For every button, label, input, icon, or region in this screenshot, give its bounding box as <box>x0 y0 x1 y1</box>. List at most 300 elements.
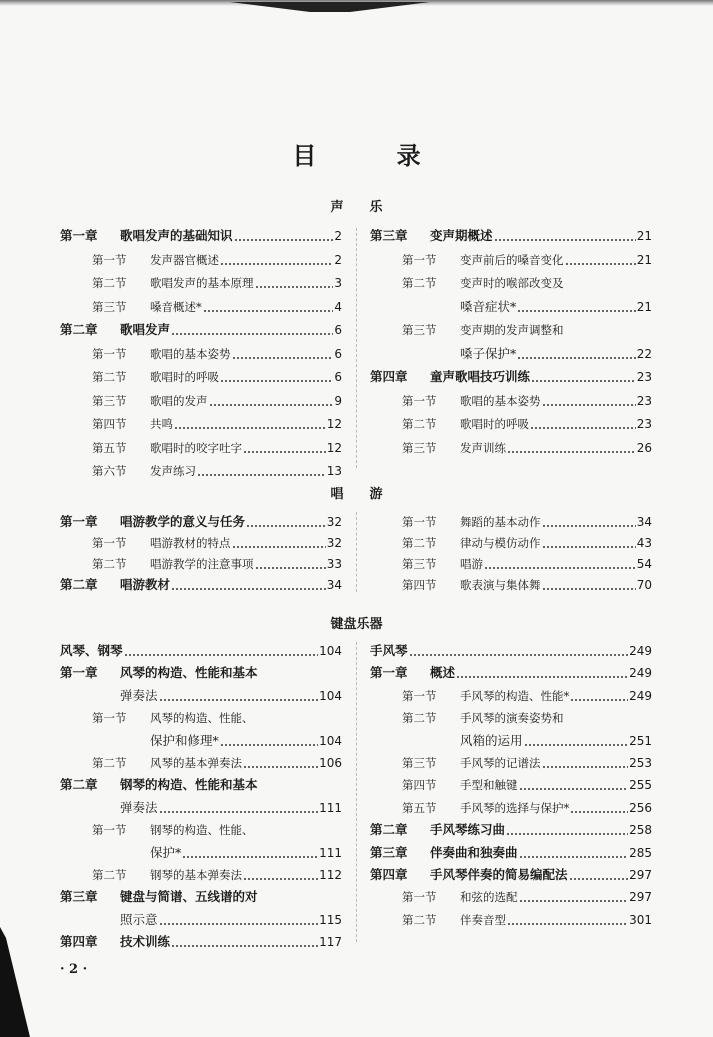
toc-entry[interactable] <box>60 686 342 706</box>
entry-title: 技术训练 <box>120 934 171 950</box>
entry-title: 歌表演与集体舞 <box>460 578 541 592</box>
toc-entry[interactable] <box>60 932 342 952</box>
entry-page: 34 <box>326 578 342 592</box>
toc-entry[interactable] <box>370 798 652 818</box>
dot-leader <box>570 798 628 818</box>
toc-entry[interactable] <box>60 273 342 293</box>
entry-number: 第一章 <box>60 665 98 681</box>
entry-page: 256 <box>629 800 652 815</box>
entry-page: 251 <box>629 733 652 748</box>
entry-title: 唱游教材的特点 <box>150 536 231 550</box>
entry-page: 285 <box>629 845 652 860</box>
entry-page: 23 <box>636 417 652 431</box>
entry-page: 104 <box>319 688 342 703</box>
entry-number: 第二章 <box>60 577 98 592</box>
dot-leader <box>124 641 319 661</box>
column-divider <box>356 228 357 468</box>
dot-leader <box>171 320 333 340</box>
entry-title: 手型和触键 <box>460 778 518 793</box>
dot-leader <box>174 414 326 434</box>
entry-body <box>150 708 342 728</box>
toc-entry[interactable] <box>60 344 342 364</box>
entry-number: 第三节 <box>402 557 437 571</box>
entry-page: 258 <box>629 823 652 838</box>
dot-leader <box>243 438 326 458</box>
entry-page: 12 <box>326 440 342 455</box>
entry-body <box>150 250 342 270</box>
toc-entry[interactable] <box>370 250 652 270</box>
toc-entry[interactable] <box>60 320 342 340</box>
toc-entry[interactable] <box>60 865 342 885</box>
dot-leader <box>506 820 628 840</box>
entry-title: 手风琴练习曲 <box>430 822 506 838</box>
entry-body <box>430 865 652 885</box>
toc-entry[interactable] <box>370 753 652 773</box>
entry-body <box>150 843 342 863</box>
entry-number: 第三章 <box>370 844 408 860</box>
dot-leader <box>524 731 629 751</box>
entry-title: 手风琴的记谱法 <box>460 756 541 770</box>
entry-page: 32 <box>326 536 342 550</box>
dot-leader <box>243 753 318 773</box>
entry-title: 歌唱发声 <box>120 322 171 337</box>
entry-body <box>370 641 652 661</box>
entry-page: 21 <box>636 299 652 314</box>
entry-number: 第三节 <box>92 393 127 408</box>
toc-entry[interactable] <box>370 391 652 411</box>
toc-entry[interactable] <box>370 554 652 574</box>
entry-title: 共鸣 <box>150 417 173 431</box>
entry-body <box>430 663 652 683</box>
entry-title: 和弦的选配 <box>460 890 518 905</box>
entry-title: 歌唱发声的基础知识 <box>120 228 233 243</box>
entry-title: 唱游教学的注意事项 <box>150 557 254 571</box>
entry-body <box>460 731 652 751</box>
entry-body <box>150 554 342 574</box>
dot-leader <box>484 554 636 574</box>
entry-page: 70 <box>636 578 652 592</box>
entry-page: 33 <box>326 557 342 571</box>
dot-leader <box>530 414 636 434</box>
entry-page: 2 <box>334 252 342 267</box>
entry-title: 风箱的运用 <box>460 732 523 748</box>
entry-title: 歌唱的发声 <box>150 393 208 408</box>
toc-entry[interactable] <box>60 910 342 930</box>
entry-page: 13 <box>326 464 342 478</box>
dot-leader <box>232 533 326 553</box>
dot-leader <box>171 575 326 595</box>
entry-title: 概述 <box>430 665 456 681</box>
entry-body <box>120 320 342 340</box>
toc-entry[interactable] <box>60 843 342 863</box>
entry-title: 歌唱的基本姿势 <box>150 346 231 361</box>
entry-title: 发声练习 <box>150 464 196 478</box>
entry-title: 发声训练 <box>460 440 506 455</box>
entry-body <box>460 344 652 364</box>
dot-leader <box>246 512 326 532</box>
entry-page: 21 <box>636 252 652 267</box>
entry-number: 第一章 <box>60 228 98 243</box>
entry-number: 第二节 <box>402 276 437 290</box>
entry-body <box>120 512 342 532</box>
scan-mark <box>230 2 430 12</box>
entry-number: 第一节 <box>92 346 127 361</box>
toc-entry[interactable] <box>60 641 342 661</box>
entry-page: 43 <box>636 536 652 550</box>
dot-leader <box>507 438 636 458</box>
dot-leader <box>234 226 334 246</box>
entry-number: 第四章 <box>60 934 98 950</box>
toc-entry[interactable] <box>60 533 342 553</box>
toc-entry[interactable] <box>370 297 652 317</box>
entry-body <box>460 798 652 818</box>
toc-entry[interactable] <box>370 533 652 553</box>
entry-body <box>120 575 342 595</box>
toc-entry[interactable] <box>370 414 652 434</box>
entry-title: 风琴的基本弹奏法 <box>150 756 242 770</box>
entry-page: 249 <box>629 666 652 681</box>
entry-page: 23 <box>636 370 652 384</box>
entry-body <box>150 461 342 481</box>
section-heading-keyboard: 键盘乐器 <box>330 617 383 632</box>
entry-body <box>150 820 342 840</box>
entry-number: 第四节 <box>402 778 437 793</box>
entry-body <box>150 273 342 293</box>
entry-title: 手风琴的选择与保护* <box>460 800 570 815</box>
entry-title: 键盘与简谱、五线谱的对 <box>120 889 258 905</box>
entry-page: 104 <box>319 644 342 658</box>
entry-body <box>460 910 652 930</box>
toc-entry[interactable] <box>370 344 652 364</box>
entry-number: 第一节 <box>402 515 437 529</box>
entry-title: 弹奏法 <box>120 799 158 815</box>
entry-body <box>460 775 652 795</box>
entry-page: 297 <box>629 868 652 882</box>
entry-body <box>120 226 342 246</box>
entry-page: 249 <box>629 688 652 703</box>
toc-entry[interactable] <box>370 575 652 595</box>
scan-corner-shadow <box>0 927 30 1037</box>
toc-entry[interactable] <box>370 438 652 458</box>
toc-entry[interactable] <box>370 820 652 840</box>
toc-entry[interactable] <box>370 865 652 885</box>
entry-body <box>460 320 652 340</box>
dot-leader <box>220 250 333 270</box>
entry-page: 6 <box>334 323 342 337</box>
entry-title: 风琴的构造、性能和基本 <box>120 665 258 681</box>
entry-page: 104 <box>319 733 342 748</box>
entry-body <box>460 250 652 270</box>
entry-title: 钢琴的构造、性能、 <box>150 823 254 838</box>
entry-number: 第三节 <box>92 299 127 314</box>
entry-title: 律动与模仿动作 <box>460 536 541 550</box>
toc-entry[interactable] <box>60 753 342 773</box>
dot-leader <box>456 663 628 683</box>
column-divider <box>356 642 357 942</box>
entry-number: 第二章 <box>370 822 408 838</box>
entry-number: 第二节 <box>92 868 127 882</box>
toc-entry[interactable] <box>370 686 652 706</box>
entry-page: 21 <box>636 229 652 243</box>
entry-number: 第三章 <box>370 228 408 243</box>
toc-entry[interactable] <box>60 708 342 728</box>
dot-leader <box>569 865 629 885</box>
toc-entry[interactable] <box>60 775 342 795</box>
toc-entry[interactable] <box>60 820 342 840</box>
dot-leader <box>159 798 319 818</box>
entry-number: 第二节 <box>402 417 437 431</box>
entry-number: 第一节 <box>402 688 437 703</box>
toc-entry[interactable] <box>60 575 342 595</box>
entry-number: 第二节 <box>92 557 127 571</box>
entry-page: 34 <box>636 515 652 529</box>
entry-body <box>120 932 342 952</box>
entry-number: 第一章 <box>60 514 98 529</box>
toc-entry[interactable] <box>60 798 342 818</box>
dot-leader <box>542 391 636 411</box>
entry-title: 嗓音概述* <box>150 299 202 314</box>
toc-entry[interactable] <box>370 320 652 340</box>
entry-number: 第一节 <box>92 711 127 726</box>
entry-body <box>150 533 342 553</box>
entry-body <box>460 438 652 458</box>
toc-entry[interactable] <box>60 731 342 751</box>
entry-page: 111 <box>319 845 342 860</box>
entry-number: 第六节 <box>92 464 127 478</box>
entry-body <box>460 533 652 553</box>
entry-page: 6 <box>334 370 342 384</box>
entry-title: 风琴的构造、性能、 <box>150 711 254 726</box>
entry-page: 117 <box>319 935 342 950</box>
entry-page: 12 <box>326 417 342 431</box>
entry-body <box>460 512 652 532</box>
entry-page: 6 <box>334 346 342 361</box>
entry-body <box>150 391 342 411</box>
entry-body <box>150 344 342 364</box>
entry-page: 2 <box>334 229 342 243</box>
toc-entry[interactable] <box>60 226 342 246</box>
dot-leader <box>182 843 318 863</box>
dot-leader <box>542 512 636 532</box>
dot-leader <box>519 775 629 795</box>
entry-title: 歌唱时的咬字吐字 <box>150 440 242 455</box>
toc-entry[interactable] <box>370 512 652 532</box>
entry-body <box>460 414 652 434</box>
toc-entry[interactable] <box>370 367 652 387</box>
toc-entry[interactable] <box>60 367 342 387</box>
toc-entry[interactable] <box>370 273 652 293</box>
dot-leader <box>519 843 629 863</box>
entry-page: 255 <box>629 778 652 793</box>
entry-title: 伴奏音型 <box>460 912 506 927</box>
entry-title: 照示意 <box>120 911 158 927</box>
entry-title: 歌唱的基本姿势 <box>460 393 541 408</box>
entry-title: 唱游 <box>460 557 483 571</box>
entry-body <box>460 273 652 293</box>
entry-number: 第一节 <box>402 393 437 408</box>
toc-entry[interactable] <box>60 297 342 317</box>
entry-page: 23 <box>636 393 652 408</box>
page-title: 目 录 <box>292 141 457 170</box>
dot-leader <box>517 344 635 364</box>
entry-title: 弹奏法 <box>120 687 158 703</box>
dot-leader <box>517 297 635 317</box>
dot-leader <box>494 226 636 246</box>
entry-title: 伴奏曲和独奏曲 <box>430 844 518 860</box>
toc-entry[interactable] <box>370 910 652 930</box>
entry-title: 变声时的喉部改变及 <box>460 276 564 290</box>
entry-title: 保护* <box>150 844 182 860</box>
entry-page: 106 <box>319 756 342 770</box>
entry-page: 22 <box>636 346 652 361</box>
entry-title: 手风琴伴奏的简易编配法 <box>430 867 568 882</box>
entry-number: 第二章 <box>60 322 98 337</box>
entry-body <box>460 575 652 595</box>
entry-number: 第一节 <box>92 823 127 838</box>
toc-entry[interactable] <box>60 461 342 481</box>
toc-entry[interactable] <box>60 663 342 683</box>
entry-body <box>150 414 342 434</box>
entry-body <box>150 731 342 751</box>
dot-leader <box>409 641 629 661</box>
entry-title: 唱游教材 <box>120 577 171 592</box>
entry-title: 歌唱时的呼吸 <box>150 370 219 384</box>
toc-entry[interactable] <box>60 438 342 458</box>
entry-body <box>430 820 652 840</box>
entry-body <box>430 226 652 246</box>
toc-entry[interactable] <box>60 554 342 574</box>
dot-leader <box>203 297 334 317</box>
entry-number: 第二节 <box>402 711 437 726</box>
entry-body <box>430 367 652 387</box>
toc-entry[interactable] <box>370 708 652 728</box>
entry-title: 手风琴 <box>370 643 408 658</box>
entry-number: 第三章 <box>60 889 98 905</box>
entry-page: 9 <box>334 393 342 408</box>
entry-title: 手风琴的演奏姿势和 <box>460 711 564 726</box>
entry-title: 唱游教学的意义与任务 <box>120 514 246 529</box>
entry-title: 歌唱发声的基本原理 <box>150 276 254 290</box>
dot-leader <box>255 554 326 574</box>
entry-page: 297 <box>629 890 652 905</box>
toc-entry[interactable] <box>370 226 652 246</box>
entry-number: 第五节 <box>92 440 127 455</box>
entry-body <box>120 663 342 683</box>
entry-page: 253 <box>629 756 652 770</box>
entry-page: 249 <box>629 644 652 658</box>
entry-number: 第二节 <box>92 370 127 384</box>
dot-leader <box>159 910 319 930</box>
section-heading-singing-games: 唱 游 <box>330 487 383 502</box>
toc-entry[interactable] <box>370 843 652 863</box>
entry-number: 第五节 <box>402 800 437 815</box>
entry-body <box>150 438 342 458</box>
entry-page: 301 <box>629 912 652 927</box>
entry-number: 第二章 <box>60 777 98 793</box>
entry-title: 变声前后的嗓音变化 <box>460 252 564 267</box>
entry-body <box>150 753 342 773</box>
entry-body <box>150 865 342 885</box>
dot-leader <box>220 367 333 387</box>
entry-page: 26 <box>636 440 652 455</box>
entry-body <box>430 843 652 863</box>
dot-leader <box>197 461 326 481</box>
entry-body <box>120 887 342 907</box>
entry-body <box>120 775 342 795</box>
dot-leader <box>243 865 318 885</box>
entry-body <box>460 554 652 574</box>
dot-leader <box>570 686 628 706</box>
dot-leader <box>220 731 318 751</box>
entry-title: 童声歌唱技巧训练 <box>430 369 531 384</box>
entry-title: 保护和修理* <box>150 732 219 748</box>
entry-number: 第一节 <box>92 536 127 550</box>
entry-page: 54 <box>636 557 652 571</box>
entry-title: 风琴、钢琴 <box>60 643 123 658</box>
toc-entry[interactable] <box>370 663 652 683</box>
toc-entry[interactable] <box>60 250 342 270</box>
entry-body <box>460 686 652 706</box>
column-divider <box>356 512 357 592</box>
entry-number: 第二节 <box>92 276 127 290</box>
entry-title: 钢琴的基本弹奏法 <box>150 868 242 882</box>
entry-body <box>460 297 652 317</box>
section-heading-vocal: 声 乐 <box>330 200 383 215</box>
entry-title: 发声器官概述 <box>150 252 219 267</box>
entry-title: 歌唱时的呼吸 <box>460 417 529 431</box>
entry-body <box>150 297 342 317</box>
entry-number: 第二节 <box>92 756 127 770</box>
entry-page: 32 <box>326 515 342 529</box>
entry-title: 嗓子保护* <box>460 345 517 361</box>
dot-leader <box>519 887 629 907</box>
toc-entry[interactable] <box>60 887 342 907</box>
entry-number: 第四节 <box>402 578 437 592</box>
toc-entry[interactable] <box>370 731 652 751</box>
entry-body <box>460 887 652 907</box>
entry-number: 第二节 <box>402 536 437 550</box>
entry-number: 第二节 <box>402 912 437 927</box>
entry-body <box>150 367 342 387</box>
entry-page: 3 <box>334 276 342 290</box>
entry-body <box>460 753 652 773</box>
entry-page: 111 <box>319 800 342 815</box>
entry-title: 舞蹈的基本动作 <box>460 515 541 529</box>
toc-entry[interactable] <box>60 512 342 532</box>
entry-number: 第四节 <box>92 417 127 431</box>
entry-body <box>460 391 652 411</box>
entry-number: 第三节 <box>402 756 437 770</box>
toc-entry[interactable] <box>370 775 652 795</box>
toc-entry[interactable] <box>370 641 652 661</box>
dot-leader <box>542 753 629 773</box>
toc-entry[interactable] <box>60 414 342 434</box>
dot-leader <box>542 533 636 553</box>
dot-leader <box>232 344 334 364</box>
entry-body <box>120 910 342 930</box>
entry-body <box>120 798 342 818</box>
entry-body <box>120 686 342 706</box>
entry-page: 112 <box>319 868 342 882</box>
toc-entry[interactable] <box>60 391 342 411</box>
entry-number: 第一节 <box>92 252 127 267</box>
entry-number: 第四章 <box>370 867 408 882</box>
entry-title: 嗓音症状* <box>460 298 517 314</box>
dot-leader <box>507 910 628 930</box>
entry-title: 变声期的发声调整和 <box>460 323 564 337</box>
toc-entry[interactable] <box>370 887 652 907</box>
entry-number: 第一节 <box>402 252 437 267</box>
